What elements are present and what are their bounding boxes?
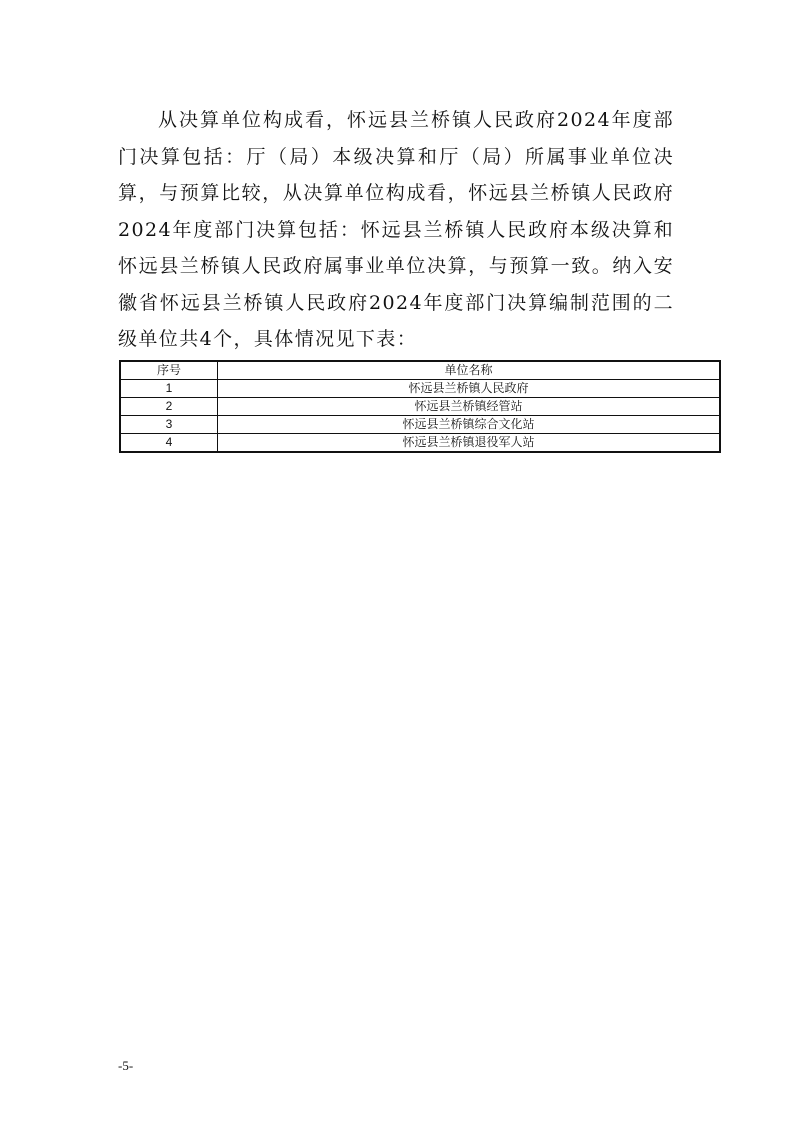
table-row [120, 434, 720, 453]
page-number: -5- [118, 1058, 134, 1073]
row-number: 3 [120, 416, 218, 434]
row-unit-name: 怀远县兰桥镇退役军人站 [218, 434, 721, 453]
table-row [120, 416, 720, 434]
header-unit-name: 单位名称 [218, 361, 721, 380]
row-number: 1 [120, 380, 218, 398]
table-header-row [120, 361, 720, 380]
body-paragraph: 从决算单位构成看，怀远县兰桥镇人民政府2024年度部门决算包括：厅（局）本级决算和厅（局）所属事业单位决算，与预算比较，从决算单位构成看，怀远县兰桥镇人民政府2024年度部门决算包括：怀远县兰桥镇人民政府本级决算和怀远县兰桥镇人民政府属事业单位决算，与预算一致。纳入安徽省怀远县兰桥镇人民政府2024年度部门决算编制范围的二级单位共4个，具体情况见下表： [118, 109, 674, 350]
row-number: 4 [120, 434, 218, 453]
table-row [120, 398, 720, 416]
units-table [119, 360, 721, 453]
row-unit-name: 怀远县兰桥镇经管站 [218, 398, 721, 416]
row-unit-name: 怀远县兰桥镇人民政府 [218, 380, 721, 398]
row-number: 2 [120, 398, 218, 416]
header-number: 序号 [120, 361, 218, 380]
table-row [120, 380, 720, 398]
row-unit-name: 怀远县兰桥镇综合文化站 [218, 416, 721, 434]
